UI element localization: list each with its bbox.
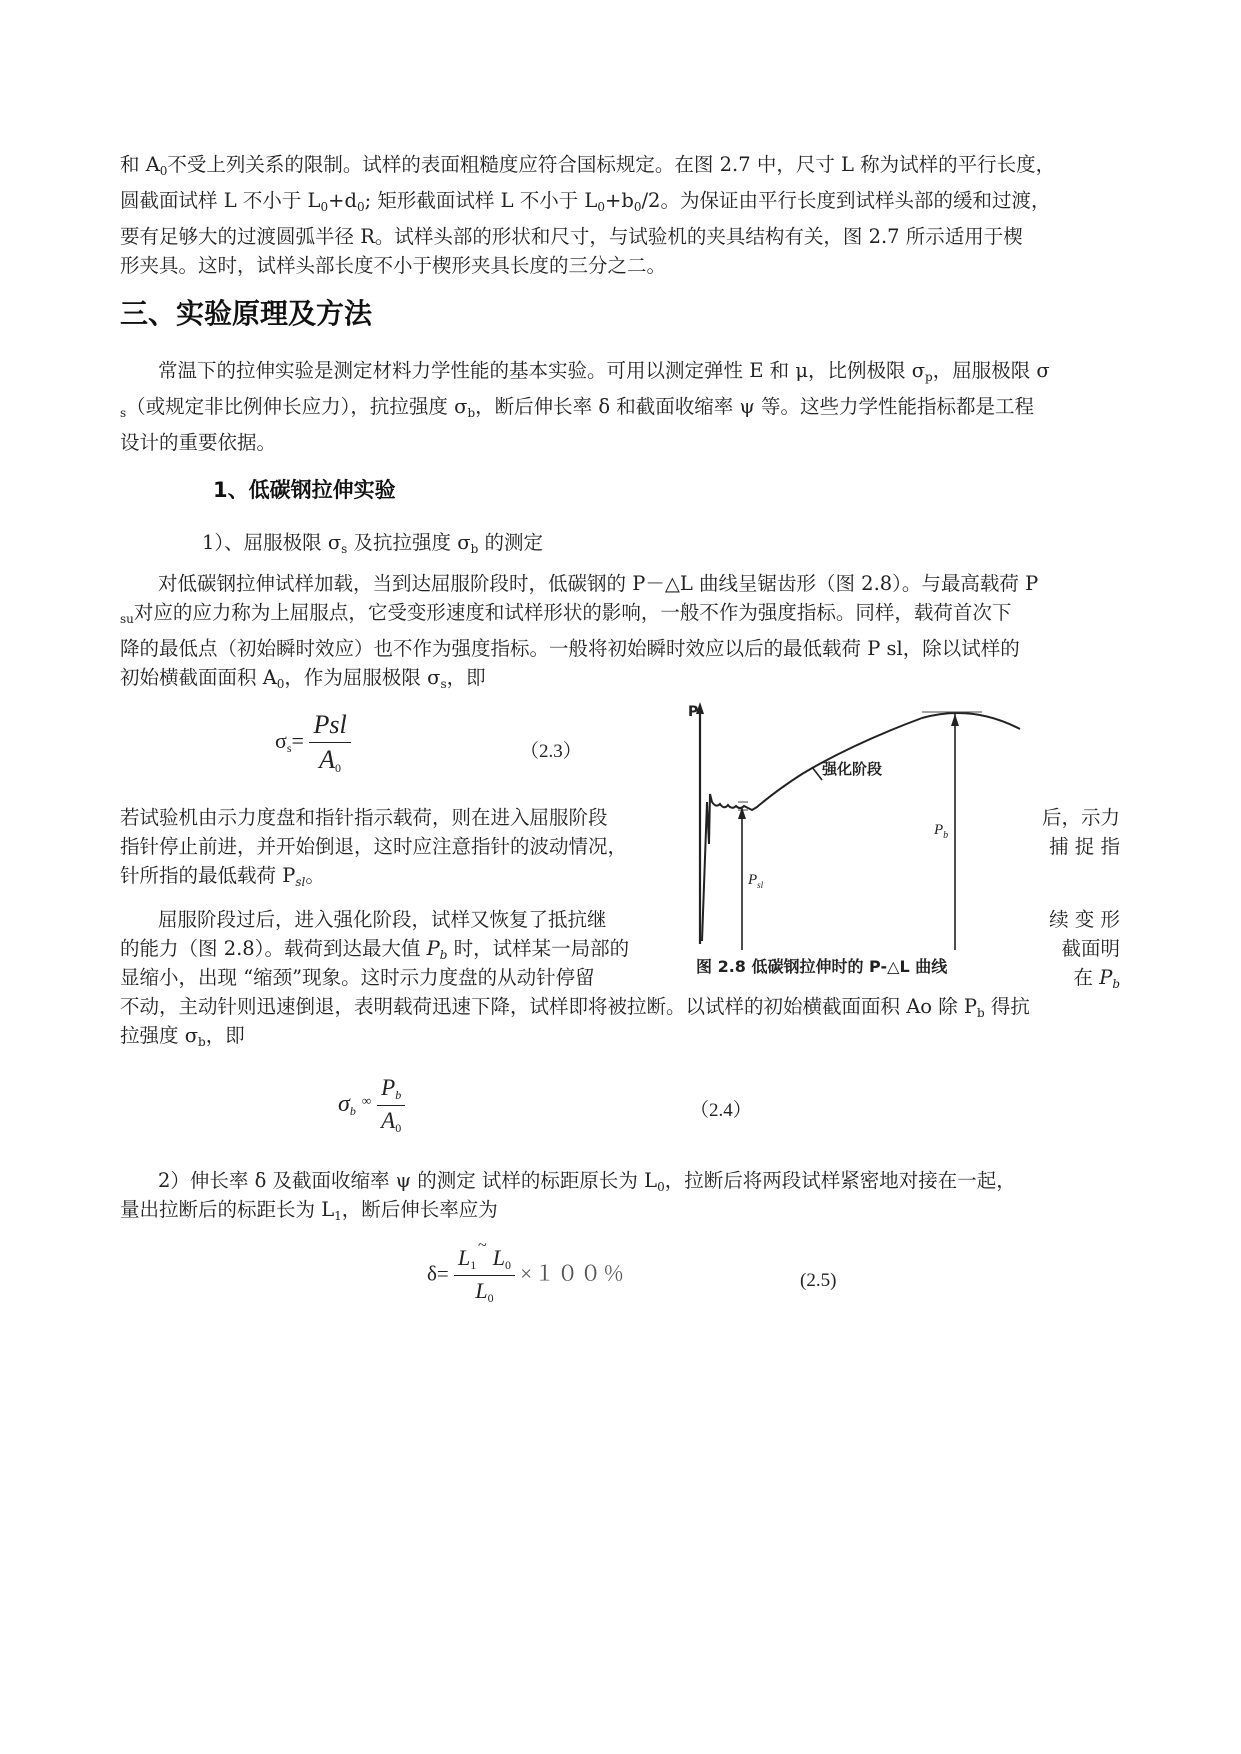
equation-2-3: $\sigma_s=$ $\frac{\text{Psl}}{A_0}$: [275, 710, 351, 776]
text-line: 常温下的拉伸实验是测定材料力学性能的基本实验。可用以测定弹性 E 和 μ，比例极限 $\sigma_p$，屈服极限 σ: [158, 359, 1050, 384]
text-line: 屈服阶段过后，进入强化阶段，试样又恢复了抵抗继 续 变 形: [158, 908, 1120, 931]
text-line: 拉强度 $\sigma_b$，即: [120, 1024, 245, 1049]
paragraph-yield-point: [120, 569, 1120, 699]
psl-label: $P_{sl}$: [748, 872, 764, 890]
paragraph-specimen-dimensions: [120, 150, 1120, 280]
text-line: 不动，主动针则迅速倒退，表明载荷迅速下降，试样即将被拉断。以试样的初始横截面面积 Ao 除 $P_b$ 得抗: [120, 995, 1030, 1020]
text-line: $_{su}$对应的应力称为上屈服点，它受变形速度和试样形状的影响，一般不作为强度指标。同样，载荷首次下: [120, 601, 1012, 626]
item-yield-strength-heading: 1）、屈服极限 $\sigma_s$ 及抗拉强度 $\sigma_b$ 的测定: [202, 531, 543, 556]
fraction: $\frac{P_b}{A_0}$: [377, 1075, 405, 1136]
text-line: 形夹具。这时，试样头部长度不小于楔形夹具长度的三分之二。: [120, 254, 667, 277]
equation-number: （2.3）: [520, 741, 582, 762]
pb-arrowhead: [951, 714, 959, 726]
equation-2-5: δ= $L_1$ ~ $L_0$ $L_0$ ×１００％: [427, 1237, 627, 1305]
text-line: $_s$（或规定非比例伸长应力），抗拉强度 $\sigma_b$，断后伸长率 δ 和截面收缩率 ψ 等。这些力学性能指标都是工程: [120, 395, 1034, 420]
text-line: 的能力（图 2.8）。载荷到达最大值 $P_b$ 时，试样某一局部的 截面明: [120, 937, 1120, 962]
text-line: 圆截面试样 L 不小于 $L_0+d_0$; 矩形截面试样 L 不小于 $L_0+b_0/2$。为保证由平行长度到试样头部的缓和过渡，: [120, 189, 1051, 214]
text-line: 初始横截面面积 $A_0$，作为屈服极限 $\sigma_s$，即: [120, 666, 486, 691]
text-line: 要有足够大的过渡圆弧半径 R。试样头部的形状和尺寸，与试验机的夹具结构有关，图 2.7 所示适用于楔: [120, 225, 1023, 248]
figure-caption: 图 2.8 低碳钢拉伸时的 P-△L 曲线: [696, 957, 948, 976]
text-line: 和 $A_0$不受上列关系的限制。试样的表面粗糙度应符合国标规定。在图 2.7 中，尺寸 L 称为试样的平行长度，: [120, 153, 1056, 178]
section-title: 三、实验原理及方法: [120, 297, 373, 330]
text-line: 指针停止前进，并开始倒退，这时应注意指针的波动情况， 捕 捉 指: [120, 835, 1120, 858]
text-line: 若试验机由示力度盘和指针指示载荷，则在进入屈服阶段 后，示力: [120, 806, 1120, 829]
text-line: 降的最低点（初始瞬时效应）也不作为强度指标。一般将初始瞬时效应以后的最低载荷 P sl，除以试样的: [120, 637, 1020, 660]
text-line: 对低碳钢拉伸试样加载，当到达屈服阶段时，低碳钢的 P－△L 曲线呈锯齿形（图 2.8）。与最高载荷 P: [158, 572, 1039, 595]
paragraph-tensile-intro: [120, 356, 1120, 457]
y-axis-label: P: [688, 704, 699, 720]
equation-2-4: $\sigma_b$ ∞ $\frac{P_b}{A_0}$: [338, 1075, 405, 1136]
subsection-title: 1、低碳钢拉伸实验: [213, 478, 396, 502]
fraction: $L_1$ ~ $L_0$ $L_0$: [454, 1245, 515, 1306]
pb-label: $P_b$: [934, 822, 949, 841]
stage-pointer: [812, 767, 822, 780]
text-line: 显缩小，出现 “缩颈”现象。这时示力度盘的从动针停留 在 $P_b$: [120, 966, 1120, 991]
text-line: 设计的重要依据。: [120, 431, 277, 454]
hardening-stage-label: 强化阶段: [822, 760, 883, 778]
item-elongation-heading: 2）伸长率 δ 及截面收缩率 ψ 的测定 试样的标距原长为 $L_0$，拉断后将两段试样紧密地对接在一起，: [158, 1169, 1016, 1194]
equation-number: （2.4）: [690, 1100, 752, 1121]
equation-number: (2.5): [800, 1270, 837, 1291]
text-line: 针所指的最低载荷 $P_{sl}$。: [120, 864, 325, 889]
text-line: 量出拉断后的标距长为 $L_1$，断后伸长率应为: [120, 1198, 498, 1223]
fraction: $\frac{\text{Psl}}{A_0}$: [309, 710, 350, 776]
